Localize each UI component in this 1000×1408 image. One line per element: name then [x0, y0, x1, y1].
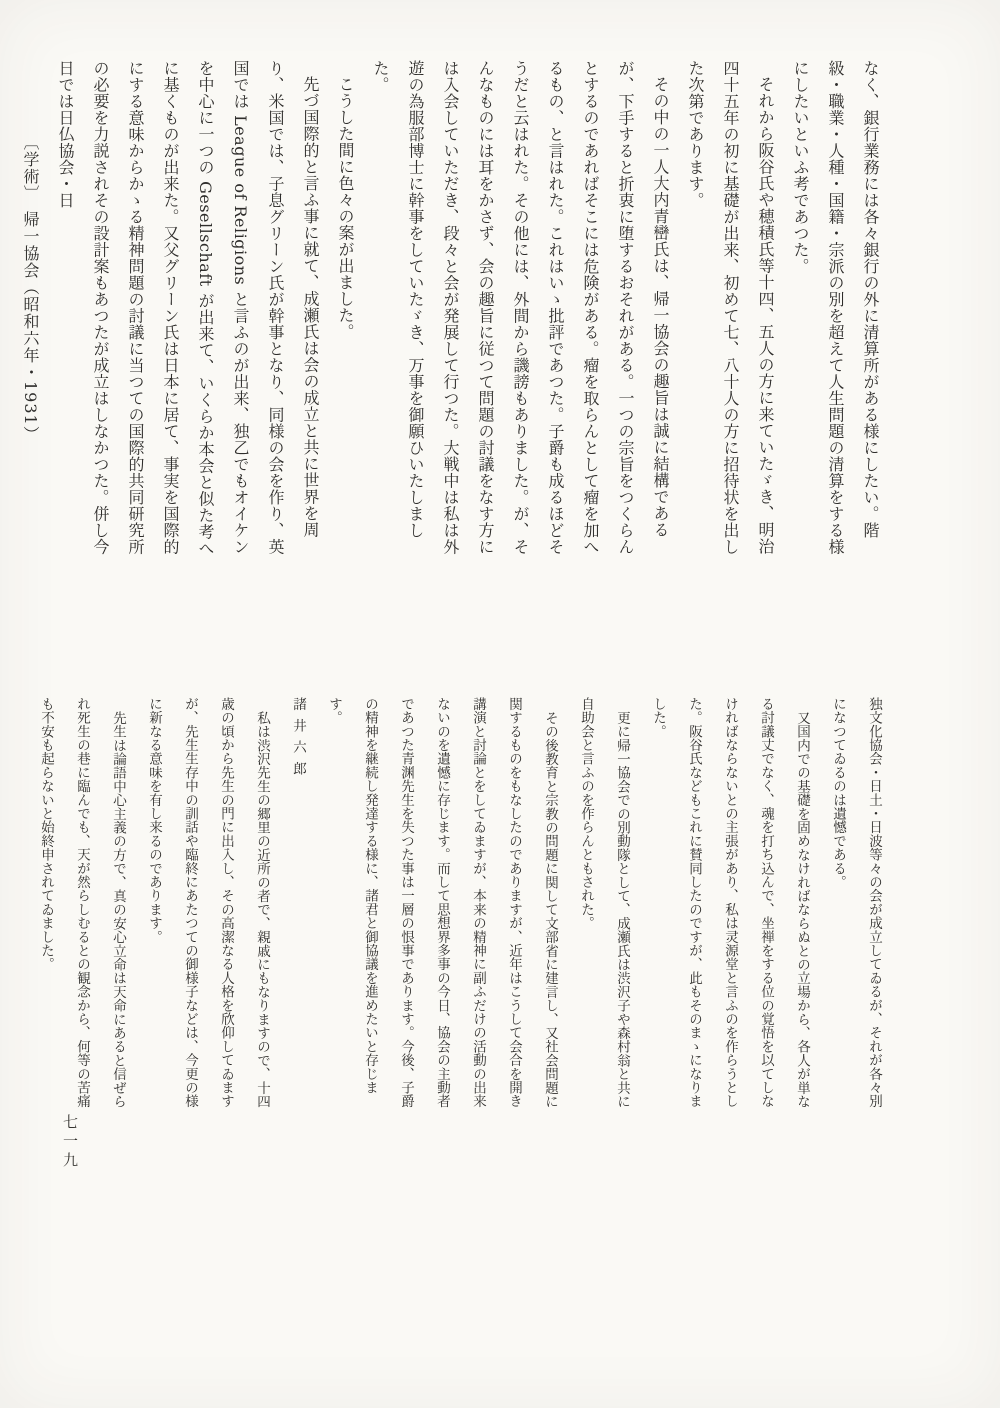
- paragraph: その後教育と宗教の問題に関して文部省に建言し、又社会問題に関するものをもなしたのでありますが、近年はこうして会合を開き講演と討論とをしてゐますが、本来の精神に副ふだけの活動の出来ないのを遺憾に存じます。而して思想界多事の今日、協会の主動者であつた青渊先生を失つた事は一層の恨事であります。今後、子爵の精神を継続し発達する様に、諸君と御協議を進めたいと存じます。: [326, 697, 558, 1108]
- bottom-text-block: [28, 697, 892, 1121]
- paragraph: 私は渋沢先生の郷里の近所の者で、親戚にもなりますので、十四歳の頃から先生の門に出入し、その高潔なる人格を欣仰してゐますが、先生生存中の訓話や臨終にあたつての御様子などは、今更の様に新なる意味を有し来るのであります。: [146, 697, 270, 1108]
- paragraph: 先づ国際的と言ふ事に就て、成瀬氏は会の成立と共に世界を周り、米国では、子息グリーン氏が幹事となり、同様の会を作り、英国では League of Religions と言ふのが出来、独乙でもオイケンを中心に一つの Gesellschaft が出来て、いくらか本会と似た考へに基くものが出来た。又父グリーン氏は日本に居て、事実を国際的にする意味からかゝる精神問題の討議に当つての国際的共同研究所の必要を力説されその設計案もあつたが成立はしなかつた。併し今日では日仏協会・日: [56, 60, 320, 557]
- paragraph: 先生は論語中心主義の方で、真の安心立命は天命にあると信ぜられ死生の巷に臨んでも、天が然らしむるとの観念から、何等の苦痛も不安も起らないと始終申されてゐました。: [38, 697, 126, 1108]
- page-number: 七一九: [61, 1114, 79, 1171]
- paragraph: こうした間に色々の案が出ました。: [336, 76, 355, 340]
- signature: 諸井六郎: [290, 697, 306, 783]
- paragraph: 又国内での基礎を固めなければならぬとの立場から、各人が単なる討議丈でなく、魂を打ち込んで、坐禅をする位の覚悟を以てしなければならないとの主張があり、私は灵源堂と言ふのを作らうとした。阪谷氏などもこれに賛同したのですが、此もそのまゝになりました。: [650, 697, 810, 1108]
- paragraph: それから阪谷氏や穂積氏等十四、五人の方に来ていたゞき、明治四十五年の初に基礎が出来、初めて七、八十人の方に招待状を出した次第であります。: [686, 60, 775, 555]
- paragraph: なく、銀行業務には各々銀行の外に清算所がある様にしたい。階級・職業・人種・国籍・宗派の別を超えて人生問題の清算をする様にしたいといふ考であつた。: [791, 60, 880, 555]
- paragraph: その中の一人大内青巒氏は、帰一協会の趣旨は誠に結構であるが、下手すると折衷に堕するおそれがある。一つの宗旨をつくらんとするのであればそこには危険がある。瘤を取らんとして瘤を加へるもの、と言はれた。これはいゝ批評であつた。子爵も成るほどそうだと云はれた。その他には、外間から譏謗もありました。が、そんなものには耳をかさず、会の趣旨に従つて問題の討議をなす方には入会していただき、段々と会が発展して行つた。大戦中は私は外遊の為服部博士に幹事をしていたゞき、万事を御願ひいたしました。: [371, 60, 670, 555]
- paragraph: 独文化協会・日土・日波等々の会が成立してゐるが、それが各々別になつてゐるのは遺憾である。: [830, 697, 882, 1108]
- section-running-title: 〔学術〕 帰一協会（昭和六年・1931）: [21, 134, 40, 443]
- paragraph: 更に帰一協会での別動隊として、成瀬氏は渋沢子や森村翁と共に自助会と言ふのを作らんともされた。: [578, 697, 630, 1108]
- top-text-block: [13, 60, 888, 560]
